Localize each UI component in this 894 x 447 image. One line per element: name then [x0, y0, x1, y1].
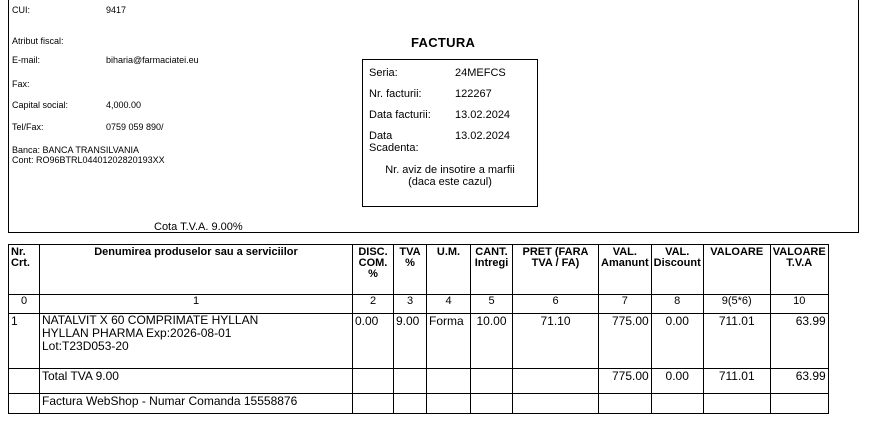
header-row	[9, 245, 829, 295]
index-cell: 9(5*6)	[703, 295, 770, 314]
invoice-details-box	[362, 59, 538, 207]
header-um: U.M.	[427, 245, 471, 295]
cont-line: Cont: RO96BTRL04401202820193XX	[12, 155, 165, 165]
seria-value: 24MEFCS	[455, 67, 506, 79]
telfax-label: Tel/Fax:	[12, 122, 44, 132]
index-cell: 6	[513, 295, 599, 314]
data-scadenta-label-1: Data	[369, 130, 393, 142]
header-denumire: Denumirea produselor sau a serviciilor	[40, 245, 353, 295]
aviz-line-2: (daca este cazul)	[408, 176, 492, 188]
total-valoare-tva: 63.99	[770, 369, 828, 394]
item-cant: 10.00	[471, 314, 513, 369]
seria-label: Seria:	[369, 67, 398, 79]
header-valoare: VALOARE	[703, 245, 770, 295]
capital-value: 4,000.00	[106, 100, 142, 110]
item-disc: 0.00	[353, 314, 394, 369]
total-val-amanunt: 775.00	[599, 369, 652, 394]
item-name	[40, 314, 353, 369]
banca-line: Banca: BANCA TRANSILVANIA	[12, 145, 140, 155]
capital-label: Capital social:	[12, 100, 69, 110]
fax-label: Fax:	[12, 79, 30, 89]
aviz-note	[363, 164, 537, 188]
data-facturii-label: Data facturii:	[369, 109, 431, 121]
header-pret: PRET (FARA TVA / FA)	[513, 245, 599, 295]
index-cell: 2	[353, 295, 394, 314]
index-cell: 4	[427, 295, 471, 314]
webshop-order: Factura WebShop - Numar Comanda 15558876	[40, 394, 353, 414]
item-name-line-3: Lot:T23D053-20	[42, 339, 129, 353]
total-label: Total TVA 9.00	[40, 369, 353, 394]
header-tva: TVA %	[394, 245, 427, 295]
header-valoare-tva: VALOARE T.V.A	[770, 245, 828, 295]
item-valoare-tva: 63.99	[770, 314, 828, 369]
index-cell: 10	[770, 295, 828, 314]
index-cell: 0	[9, 295, 40, 314]
nr-facturii-value: 122267	[455, 88, 492, 100]
table-row	[9, 314, 829, 369]
cota-tva: Cota T.V.A. 9.00%	[154, 221, 243, 233]
webshop-row	[9, 394, 829, 414]
index-cell: 3	[394, 295, 427, 314]
header-val-amanunt: VAL. Amanunt	[599, 245, 652, 295]
item-pret: 71.10	[513, 314, 599, 369]
index-cell: 8	[651, 295, 703, 314]
item-tva: 9.00	[394, 314, 427, 369]
data-scadenta-label-2: Scadenta:	[369, 142, 419, 154]
email-value: biharia@farmaciatei.eu	[106, 55, 199, 65]
nr-facturii-label: Nr. facturii:	[369, 88, 422, 100]
index-cell: 7	[599, 295, 652, 314]
aviz-line-1: Nr. aviz de insotire a marfii	[385, 164, 515, 176]
item-name-line-1: NATALVIT X 60 COMPRIMATE HYLLAN	[42, 313, 259, 327]
total-row	[9, 369, 829, 394]
email-label: E-mail:	[12, 55, 41, 65]
header-val-discount: VAL. Discount	[651, 245, 703, 295]
invoice-title: FACTURA	[411, 35, 476, 50]
index-row	[9, 295, 829, 314]
item-valoare: 711.01	[703, 314, 770, 369]
header-cant: CANT. Intregi	[471, 245, 513, 295]
data-scadenta-value: 13.02.2024	[455, 130, 511, 142]
item-val-amanunt: 775.00	[599, 314, 652, 369]
item-nr: 1	[9, 314, 40, 369]
telfax-value: 0759 059 890/	[106, 122, 164, 132]
total-valoare: 711.01	[703, 369, 770, 394]
header-disc: DISC. COM. %	[353, 245, 394, 295]
index-cell: 1	[40, 295, 353, 314]
item-val-discount: 0.00	[651, 314, 703, 369]
item-um: Forma	[427, 314, 471, 369]
header-nr-crt: Nr. Crt.	[9, 245, 40, 295]
index-cell: 5	[471, 295, 513, 314]
atribut-fiscal-label: Atribut fiscal:	[12, 36, 64, 46]
items-table	[8, 244, 829, 414]
total-val-discount: 0.00	[651, 369, 703, 394]
data-facturii-value: 13.02.2024	[455, 109, 511, 121]
cui-label: CUI:	[12, 5, 30, 15]
cui-value: 9417	[106, 5, 127, 15]
item-name-line-2: HYLLAN PHARMA Exp:2026-08-01	[42, 326, 232, 340]
